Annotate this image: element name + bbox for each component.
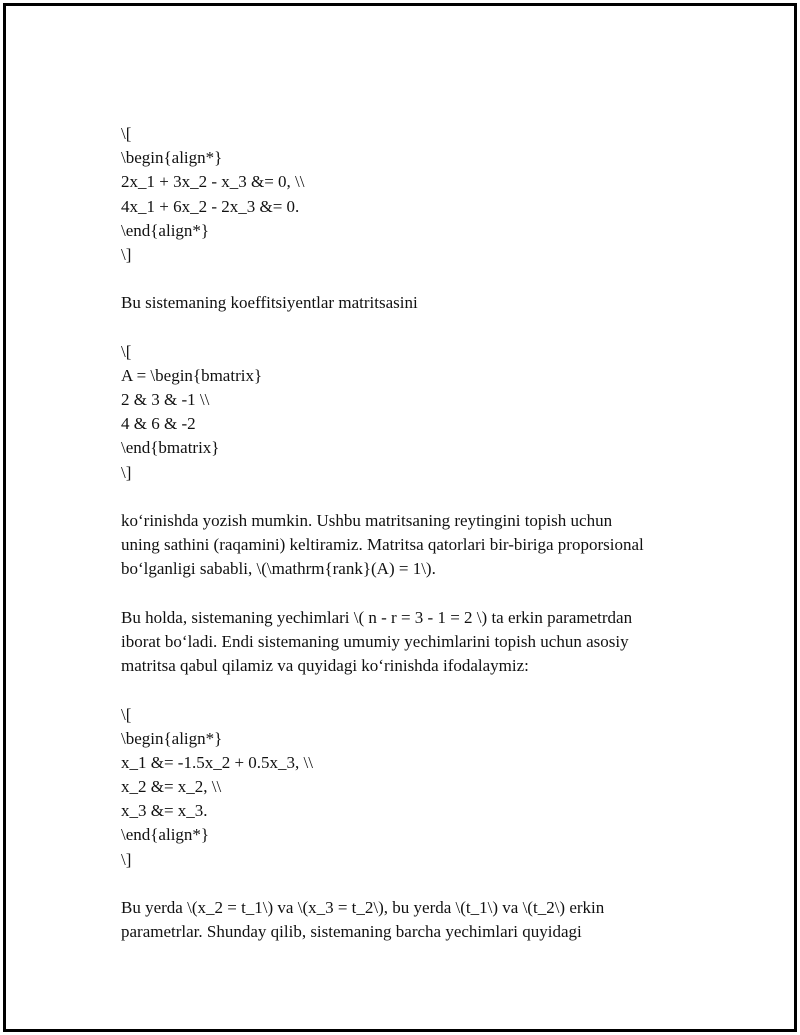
text-line: \[ [121,124,132,143]
text-line: \end{align*} [121,220,210,240]
paragraph-gap [121,485,701,509]
text-line: 4 & 6 & -2 [121,414,196,434]
text-line: \end{align*} [121,825,210,845]
text-line: ko‘rinishda yozish mumkin. Ushbu matritsaning reytingini topish uchun [121,511,613,530]
text-line: 4x_1 + 6x_2 - 2x_3 &= 0. [121,196,300,216]
paragraph-4 [121,896,701,944]
paragraph-gap [121,872,701,896]
equation-block-1 [121,122,701,267]
paragraph-3 [121,606,701,679]
text-line: 2 & 3 & -1 \\ [121,390,210,410]
text-line: 2x_1 + 3x_2 - x_3 &= 0, \\ [121,172,305,192]
text-line: bo‘lganligi sababli, \(\mathrm{rank}(A) = 1\). [121,559,436,579]
document-body [121,122,701,944]
text-line: \] [121,244,132,264]
paragraph-gap [121,267,701,291]
text-line: \] [121,849,132,869]
text-line: x_2 &= x_2, \\ [121,777,222,797]
paragraph-gap [121,582,701,606]
text-line: Bu sistemaning koeffitsiyentlar matritsasini [121,293,418,313]
text-line: x_3 &= x_3. [121,801,208,821]
equation-block-3 [121,703,701,872]
paragraph-gap [121,678,701,702]
text-line: \begin{align*} [121,148,223,168]
text-line: Bu yerda \(x_2 = t_1\) va \(x_3 = t_2\), bu yerda \(t_1\) va \(t_2\) erkin [121,898,605,917]
paragraph-gap [121,316,701,340]
text-line: \[ [121,341,132,361]
text-line: \[ [121,704,132,724]
equation-block-2 [121,340,701,485]
paragraph-2 [121,509,701,582]
text-line: \begin{align*} [121,728,223,748]
paragraph-1 [121,291,701,315]
text-line: uning sathini (raqamini) keltiramiz. Matritsa qatorlari bir-biriga proporsional [121,535,644,555]
page-frame [3,3,797,1032]
text-line: matritsa qabul qilamiz va quyidagi ko‘rinishda ifodalaymiz: [121,656,529,676]
text-line: Bu holda, sistemaning yechimlari \( n - r = 3 - 1 = 2 \) ta erkin parametrdan [121,607,633,627]
text-line: parametrlar. Shunday qilib, sistemaning barcha yechimlari quyidagi [121,922,582,942]
text-line: \] [121,462,132,482]
text-line: A = \begin{bmatrix} [121,365,263,385]
text-line: iborat bo‘ladi. Endi sistemaning umumiy yechimlarini topish uchun asosiy [121,631,629,651]
text-line: x_1 &= -1.5x_2 + 0.5x_3, \\ [121,752,314,772]
text-line: \end{bmatrix} [121,438,220,458]
